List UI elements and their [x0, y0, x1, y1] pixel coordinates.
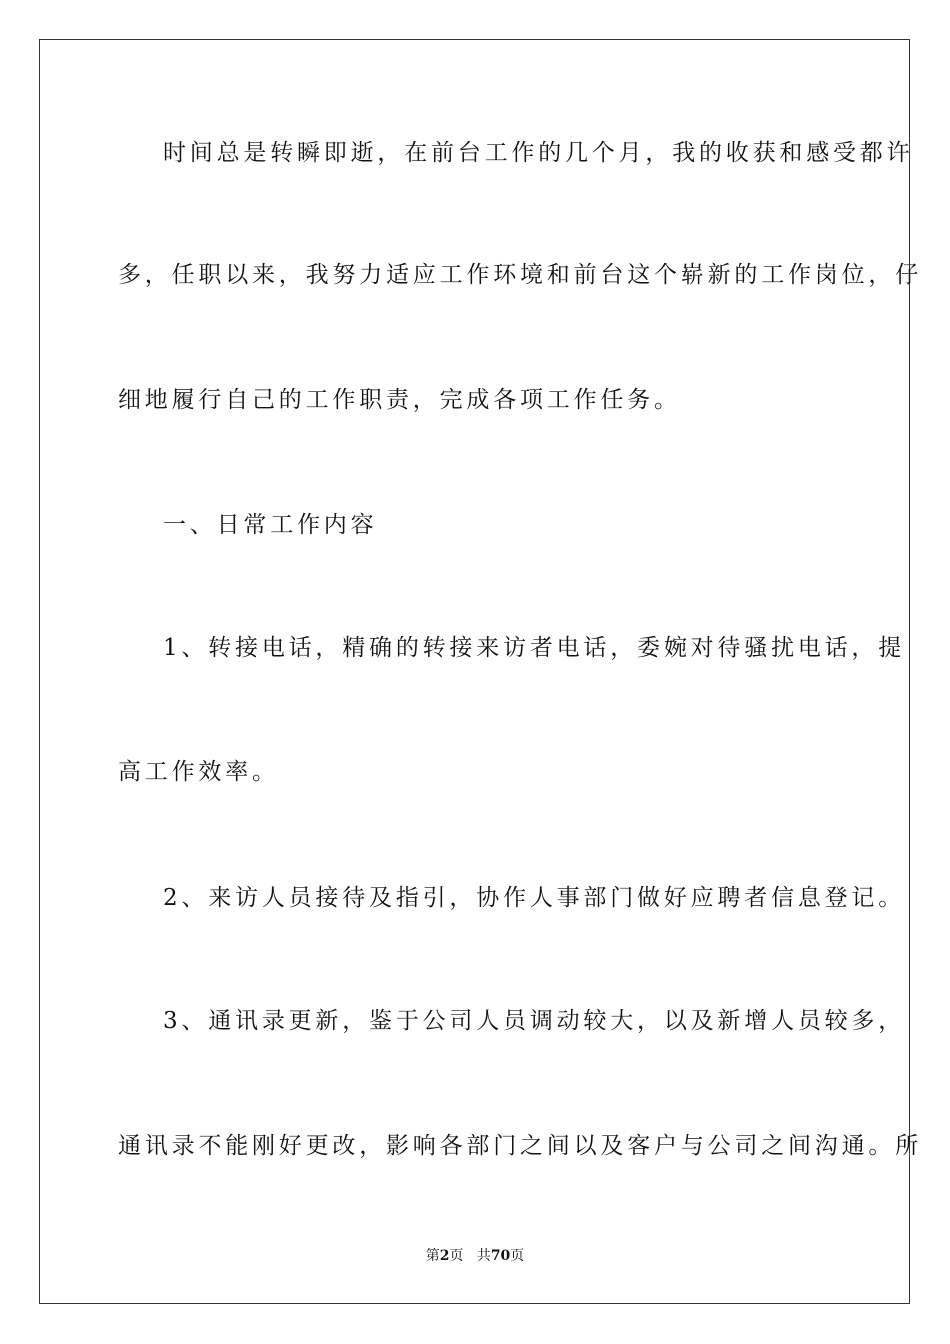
footer-total-pages: 70 — [490, 1248, 511, 1264]
list-item-3-line-1: 3、通讯录更新，鉴于公司人员调动较大，以及新增人员较多， — [163, 1008, 906, 1034]
footer-prefix: 第 — [425, 1248, 440, 1264]
list-item-3-line-2: 通讯录不能刚好更改，影响各部门之间以及客户与公司之间沟通。所 — [118, 1133, 922, 1159]
footer-total-suffix: 页 — [510, 1248, 525, 1264]
footer-total-prefix: 共 — [476, 1248, 491, 1264]
paragraph-line-1: 时间总是转瞬即逝，在前台工作的几个月，我的收获和感受都许 — [163, 140, 914, 166]
footer-page-suffix: 页 — [449, 1248, 464, 1264]
paragraph-line-2: 多，任职以来，我努力适应工作环境和前台这个崭新的工作岗位，仔 — [118, 262, 922, 288]
list-item-1-line-1: 1、转接电话，精确的转接来访者电话，委婉对待骚扰电话，提 — [163, 635, 906, 661]
list-item-1-line-2: 高工作效率。 — [118, 759, 279, 785]
page-footer — [0, 1247, 950, 1265]
list-item-2: 2、来访人员接待及指引，协作人事部门做好应聘者信息登记。 — [163, 885, 906, 911]
section-heading: 一、日常工作内容 — [163, 512, 378, 538]
paragraph-line-3: 细地履行自己的工作职责，完成各项工作任务。 — [118, 387, 681, 413]
page-border — [39, 39, 922, 1304]
footer-page-number: 2 — [439, 1248, 450, 1264]
